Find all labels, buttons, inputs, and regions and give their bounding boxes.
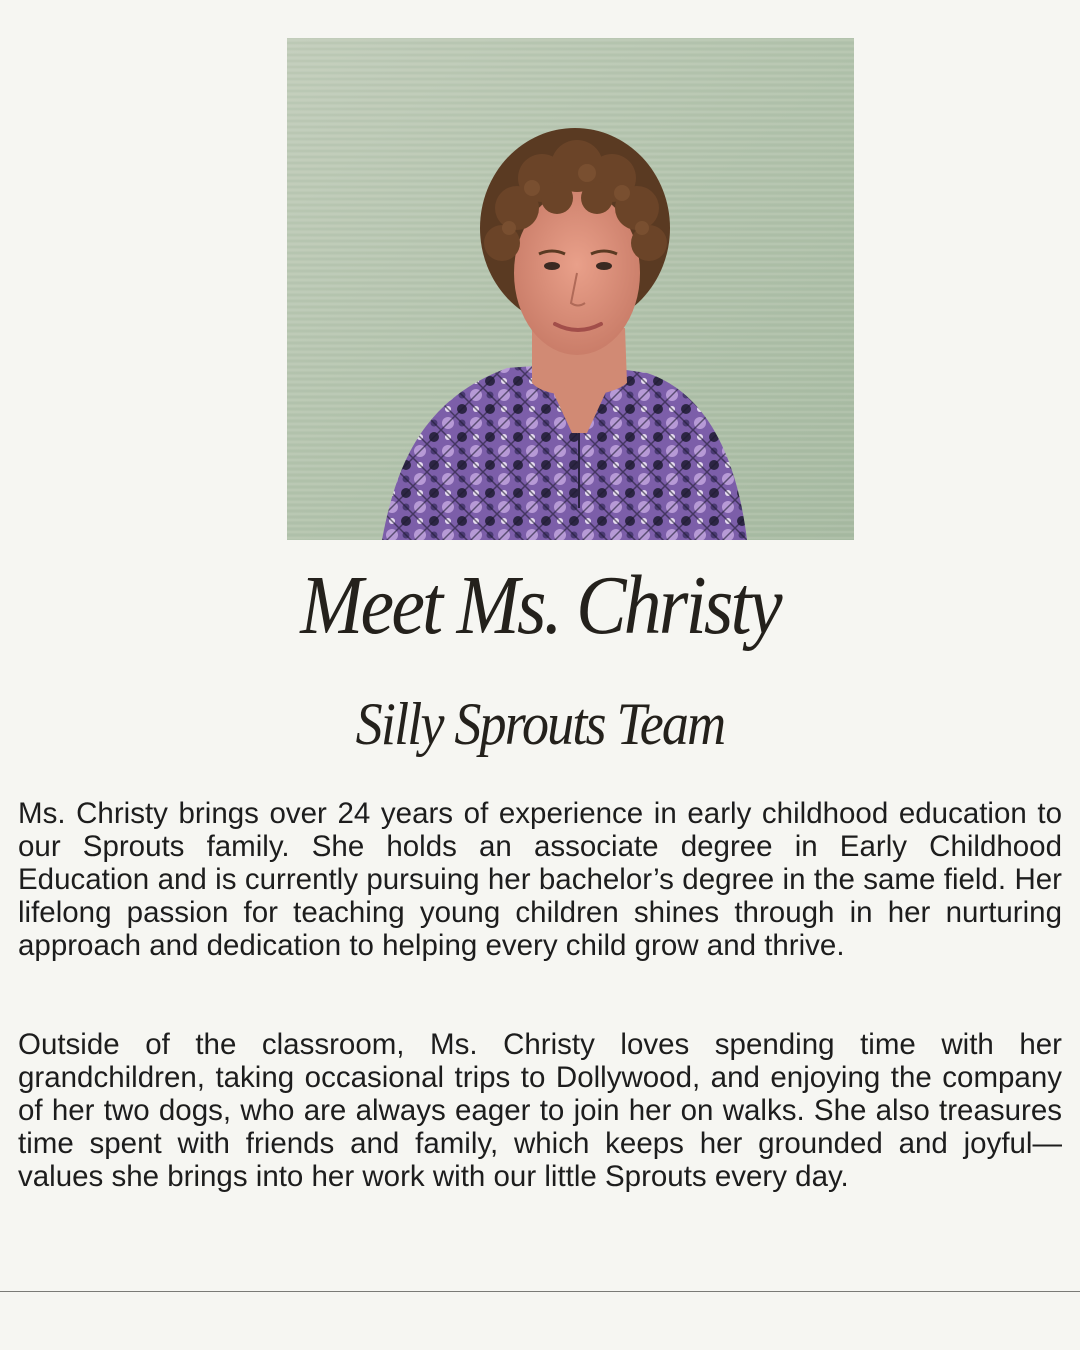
portrait-illustration xyxy=(287,38,854,540)
bio-paragraph: Ms. Christy brings over 24 years of experience in early childhood education to our Sprouts family. She holds an associate degree in Early Childhood Education and is currently pursuing her bachelor’s degree in the same field. Her lifelong passion for teaching young children shines through in her nurturing approach and dedication to helping every child grow and thrive. xyxy=(18,797,1062,962)
profile-photo xyxy=(287,38,854,540)
page-title: Meet Ms. Christy xyxy=(300,559,780,652)
team-subtitle: Silly Sprouts Team xyxy=(355,691,725,757)
divider xyxy=(0,1291,1080,1292)
bio-paragraph: Outside of the classroom, Ms. Christy loves spending time with her grandchildren, taking occasional trips to Dollywood, and enjoying the company of her two dogs, who are always eager to join her on walks. She also treasures time spent with friends and family, which keeps her grounded and joyful—values she brings into her work with our little Sprouts every day. xyxy=(18,1028,1062,1193)
